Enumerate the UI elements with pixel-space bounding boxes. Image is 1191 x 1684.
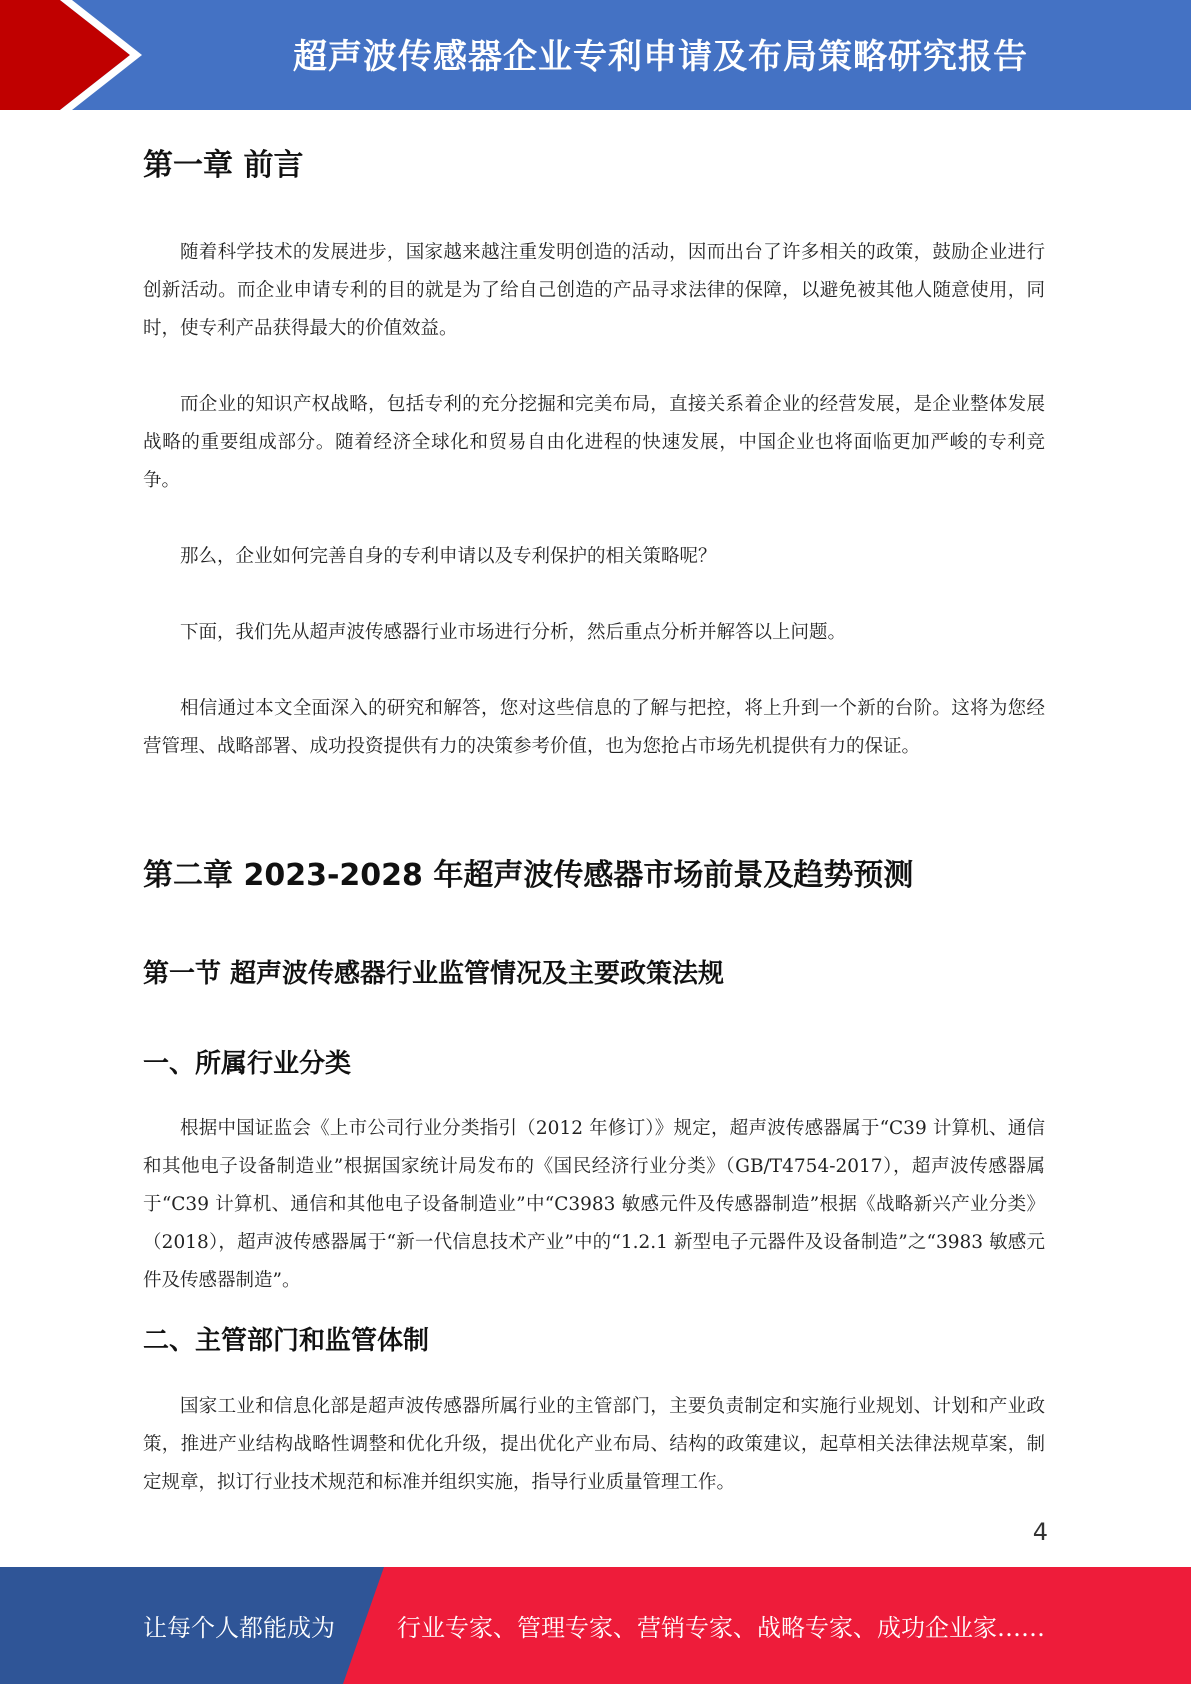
page-number: 4	[1032, 1518, 1048, 1546]
report-title: 超声波传感器企业专利申请及布局策略研究报告	[293, 36, 1028, 77]
chapter1-paragraph-4: 下面，我们先从超声波传感器行业市场进行分析，然后重点分析并解答以上问题。	[180, 622, 847, 643]
chapter1-paragraph-3: 那么，企业如何完善自身的专利申请以及专利保护的相关策略呢？	[180, 546, 717, 567]
subsection1-title: 一、所属行业分类	[143, 1049, 352, 1079]
header-banner	[0, 0, 1191, 110]
subsection2-title: 二、主管部门和监管体制	[143, 1326, 430, 1356]
chapter1-paragraph-5: 相信通过本文全面深入的研究和解答，您对这些信息的了解与把控，将上升到一个新的台阶。这将为您经营管理、战略部署、成功投资提供有力的决策参考价值，也为您抢占市场先机提供有力的保证。	[143, 698, 1045, 757]
footer-slogan-left: 让每个人都能成为	[143, 1614, 335, 1642]
subsection2-paragraph: 国家工业和信息化部是超声波传感器所属行业的主管部门，主要负责制定和实施行业规划、计划和产业政策，推进产业结构战略性调整和优化升级，提出优化产业布局、结构的政策建议，起草相关法律法规草案，制定规章，拟订行业技术规范和标准并组织实施，指导行业质量管理工作。	[143, 1396, 1045, 1493]
chapter2-title: 第二章 2023-2028 年超声波传感器市场前景及趋势预测	[143, 858, 914, 893]
footer-slogan-right: 行业专家、管理专家、营销专家、战略专家、成功企业家……	[397, 1614, 1045, 1642]
footer-banner	[0, 1567, 1191, 1684]
section1-title: 第一节 超声波传感器行业监管情况及主要政策法规	[143, 959, 725, 989]
chapter1-paragraph-2: 而企业的知识产权战略，包括专利的充分挖掘和完美布局，直接关系着企业的经营发展，是企业整体发展战略的重要组成部分。随着经济全球化和贸易自由化进程的快速发展，中国企业也将面临更加严峻的专利竞争。	[143, 394, 1045, 491]
chapter1-paragraph-1: 随着科学技术的发展进步，国家越来越注重发明创造的活动，因而出台了许多相关的政策，鼓励企业进行创新活动。而企业申请专利的目的就是为了给自己创造的产品寻求法律的保障，以避免被其他人随意使用，同时，使专利产品获得最大的价值效益。	[143, 242, 1045, 339]
chapter1-title: 第一章 前言	[143, 148, 304, 183]
header-chevron-decoration	[0, 0, 160, 110]
subsection1-paragraph: 根据中国证监会《上市公司行业分类指引（2012 年修订）》规定，超声波传感器属于“C39 计算机、通信和其他电子设备制造业”根据国家统计局发布的《国民经济行业分类》（GB/T4754-2017），超声波传感器属于“C39 计算机、通信和其他电子设备制造业”中“C3983 敏感元件及传感器制造”根据《战略新兴产业分类》（2018），超声波传感器属于“新一代信息技术产业”中的“1.2.1 新型电子元器件及设备制造”之“3983 敏感元件及传感器制造”。	[143, 1118, 1045, 1291]
